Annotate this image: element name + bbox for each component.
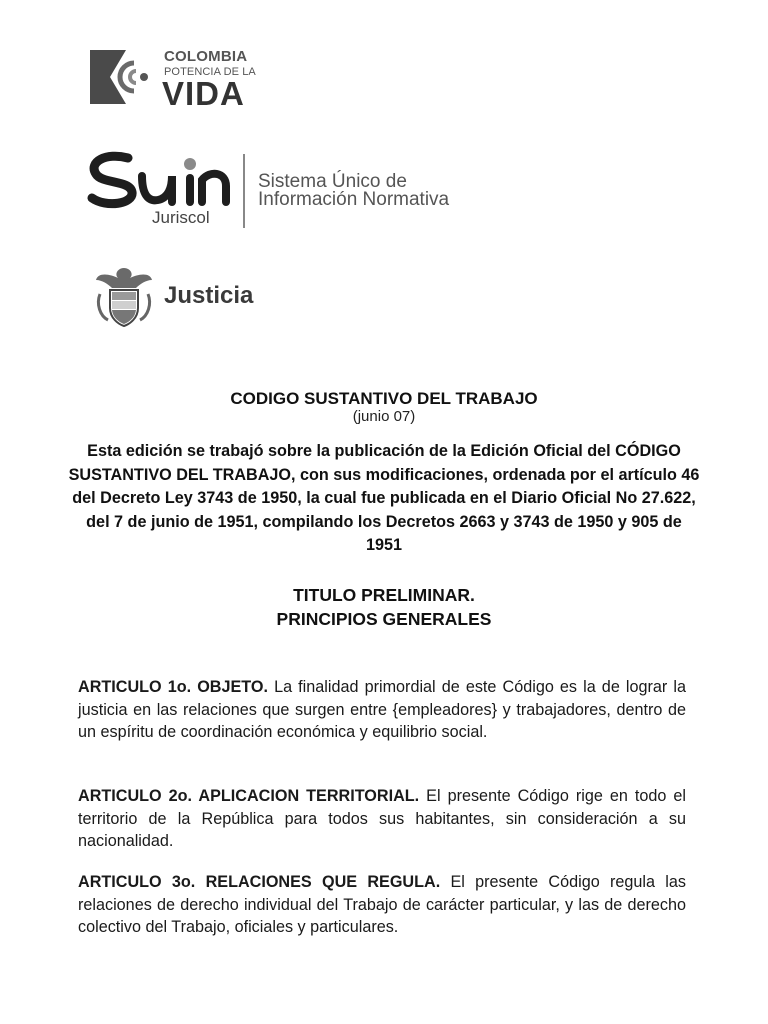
- article-1: [78, 676, 686, 744]
- article-body: El presente Código rige en todo el territorio de la República para todos sus habitantes, sin consideración a su nacionalidad.: [78, 787, 686, 850]
- article-heading: ARTICULO 3o. RELACIONES QUE REGULA.: [78, 873, 451, 891]
- coat-of-arms-icon: [92, 264, 156, 330]
- justicia-wordmark: Justicia: [164, 282, 254, 309]
- colombia-logo-line2: POTENCIA DE LA: [164, 66, 256, 78]
- suin-juriscol-label: Juriscol: [152, 208, 210, 227]
- section-title: [0, 583, 768, 631]
- suin-tagline-2: Información Normativa: [258, 189, 450, 210]
- suin-script-mark: [86, 150, 236, 214]
- article-body: La finalidad primordial de este Código es la de lograr la justicia en las relaciones que surgen entre {empleadores} y trabajadores, dentro de un espíritu de coordinación económica y equilibrio social.: [78, 678, 686, 741]
- colombia-logo-line1: COLOMBIA: [164, 48, 248, 65]
- colombia-logo-line3: VIDA: [162, 75, 245, 112]
- suin-tagline-1: Sistema Único de: [258, 171, 407, 192]
- document-date: (junio 07): [352, 408, 416, 425]
- section-title-line2: PRINCIPIOS GENERALES: [276, 609, 492, 629]
- article-body: El presente Código regula las relaciones de derecho individual del Trabajo de carácter particular, y las de derecho colectivo del Trabajo, oficiales y particulares.: [78, 873, 686, 936]
- article-2: [78, 785, 686, 853]
- suin-divider: [243, 154, 245, 228]
- article-3: [78, 871, 686, 939]
- article-heading: ARTICULO 1o. OBJETO.: [78, 678, 275, 696]
- document-title: CODIGO SUSTANTIVO DEL TRABAJO: [230, 389, 538, 408]
- edition-note: Esta edición se trabajó sobre la publicación de la Edición Oficial del CÓDIGO SUSTANTIVO DEL TRABAJO, con sus modificaciones, ordenada por el artículo 46 del Decreto Ley 3743 de 1950, la cual fue publicada en el Diario Oficial No 27.622, del 7 de junio de 1951, compilando los Decretos 2663 y 3743 de 1950 y 905 de 1951: [68, 442, 700, 554]
- suin-juriscol-logo: [86, 150, 486, 232]
- colombia-potencia-logo: [86, 44, 276, 110]
- section-title-line1: TITULO PRELIMINAR.: [293, 585, 475, 605]
- article-heading: ARTICULO 2o. APLICACION TERRITORIAL.: [78, 787, 427, 805]
- colombia-arcs-icon: [86, 46, 152, 108]
- justicia-logo: [92, 264, 282, 330]
